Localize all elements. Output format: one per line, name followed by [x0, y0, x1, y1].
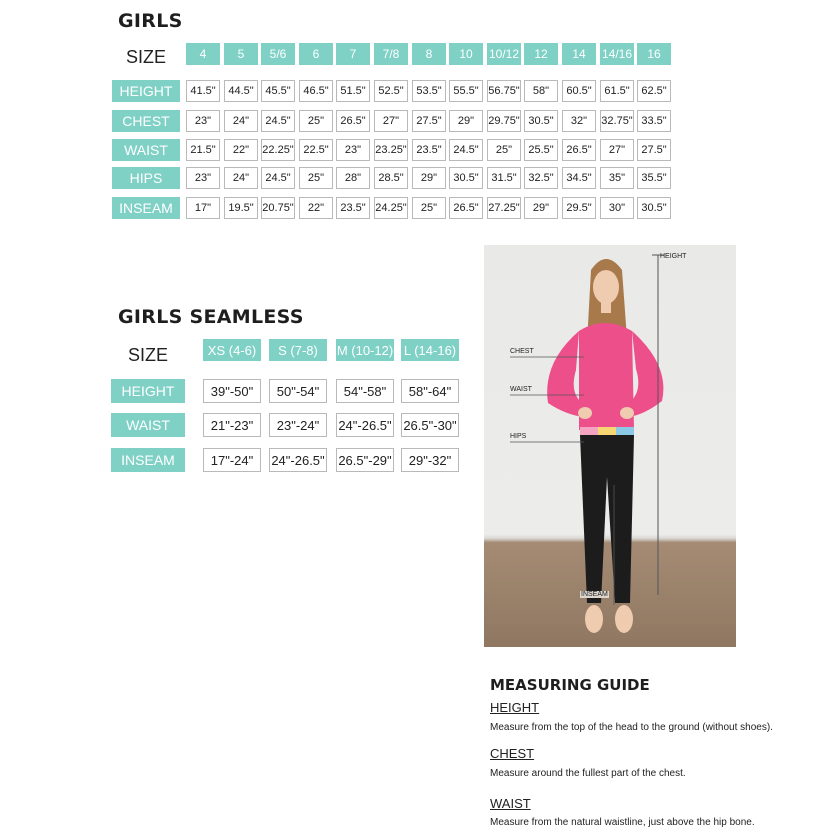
- table-cell: 44.5": [224, 80, 258, 102]
- guide-chest-heading: CHEST: [490, 746, 535, 761]
- row-label: WAIST: [111, 413, 185, 437]
- size-header: 10/12: [487, 43, 521, 65]
- table-cell: 25.5": [524, 139, 558, 161]
- table-cell: 52.5": [374, 80, 408, 102]
- measurement-photo: [484, 245, 736, 647]
- table-cell: 24"-26.5": [336, 413, 394, 437]
- table-cell: 17": [186, 197, 220, 219]
- photo-label-waist: WAIST: [510, 386, 532, 393]
- table-cell: 30.5": [524, 110, 558, 132]
- table-cell: 29": [449, 110, 483, 132]
- table-cell: 29": [524, 197, 558, 219]
- size-header: XS (4-6): [203, 339, 261, 361]
- table-cell: 22.25": [261, 139, 295, 161]
- table-cell: 24": [224, 110, 258, 132]
- guide-waist-text: Measure from the natural waistline, just above the hip bone.: [490, 817, 755, 828]
- size-header: 10: [449, 43, 483, 65]
- table-cell: 23.5": [336, 197, 370, 219]
- table-cell: 58"-64": [401, 379, 459, 403]
- row-label: CHEST: [112, 110, 180, 132]
- table-cell: 35": [600, 167, 634, 189]
- table-cell: 27": [374, 110, 408, 132]
- table-cell: 53.5": [412, 80, 446, 102]
- size-header: 5: [224, 43, 258, 65]
- table-cell: 23.5": [412, 139, 446, 161]
- size-header: 6: [299, 43, 333, 65]
- table-cell: 31.5": [487, 167, 521, 189]
- table-cell: 23": [186, 167, 220, 189]
- table-cell: 25": [299, 167, 333, 189]
- table-cell: 21.5": [186, 139, 220, 161]
- table-cell: 26.5": [336, 110, 370, 132]
- photo-label-height: HEIGHT: [660, 253, 687, 260]
- table-cell: 35.5": [637, 167, 671, 189]
- size-header: M (10-12): [336, 339, 394, 361]
- photo-label-hips: HIPS: [510, 433, 527, 440]
- row-label: INSEAM: [111, 448, 185, 472]
- table-cell: 34.5": [562, 167, 596, 189]
- table-cell: 30.5": [449, 167, 483, 189]
- photo-label-inseam: INSEAM: [581, 591, 608, 598]
- table-cell: 28.5": [374, 167, 408, 189]
- table-cell: 29.75": [487, 110, 521, 132]
- girl-illustration: [484, 245, 736, 647]
- guide-waist-heading: WAIST: [490, 796, 531, 811]
- size-header: 16: [637, 43, 671, 65]
- table-cell: 30": [600, 197, 634, 219]
- size-header: 7: [336, 43, 370, 65]
- row-label: HEIGHT: [111, 379, 185, 403]
- table-cell: 22.5": [299, 139, 333, 161]
- size-header: 4: [186, 43, 220, 65]
- table-cell: 56.75": [487, 80, 521, 102]
- table-cell: 61.5": [600, 80, 634, 102]
- seamless-size-label: SIZE: [127, 345, 168, 365]
- table-cell: 46.5": [299, 80, 333, 102]
- table-cell: 25": [487, 139, 521, 161]
- table-cell: 60.5": [562, 80, 596, 102]
- guide-height-heading: HEIGHT: [490, 700, 540, 715]
- table-cell: 21"-23": [203, 413, 261, 437]
- table-cell: 62.5": [637, 80, 671, 102]
- table-cell: 23"-24": [269, 413, 327, 437]
- size-header: S (7-8): [269, 339, 327, 361]
- girls-title: GIRLS: [118, 10, 183, 32]
- table-cell: 50"-54": [269, 379, 327, 403]
- table-cell: 41.5": [186, 80, 220, 102]
- guide-chest-text: Measure around the fullest part of the chest.: [490, 768, 686, 779]
- table-cell: 28": [336, 167, 370, 189]
- table-cell: 24"-26.5": [269, 448, 327, 472]
- size-header: 8: [412, 43, 446, 65]
- table-cell: 23": [186, 110, 220, 132]
- table-cell: 24.25": [374, 197, 408, 219]
- table-cell: 24.5": [261, 110, 295, 132]
- table-cell: 30.5": [637, 197, 671, 219]
- row-label: WAIST: [112, 139, 180, 161]
- table-cell: 22": [224, 139, 258, 161]
- photo-label-chest: CHEST: [510, 348, 534, 355]
- size-header: 7/8: [374, 43, 408, 65]
- table-cell: 26.5"-29": [336, 448, 394, 472]
- table-cell: 58": [524, 80, 558, 102]
- table-cell: 29": [412, 167, 446, 189]
- table-cell: 27": [600, 139, 634, 161]
- table-cell: 24.5": [449, 139, 483, 161]
- table-cell: 17"-24": [203, 448, 261, 472]
- table-cell: 29.5": [562, 197, 596, 219]
- table-cell: 20.75": [261, 197, 295, 219]
- table-cell: 39"-50": [203, 379, 261, 403]
- size-header: 14: [562, 43, 596, 65]
- table-cell: 32.5": [524, 167, 558, 189]
- table-cell: 45.5": [261, 80, 295, 102]
- table-cell: 27.5": [637, 139, 671, 161]
- table-cell: 54"-58": [336, 379, 394, 403]
- size-header: L (14-16): [401, 339, 459, 361]
- table-cell: 26.5": [562, 139, 596, 161]
- table-cell: 25": [299, 110, 333, 132]
- table-cell: 19.5": [224, 197, 258, 219]
- table-cell: 32": [562, 110, 596, 132]
- size-header: 5/6: [261, 43, 295, 65]
- table-cell: 29"-32": [401, 448, 459, 472]
- table-cell: 23": [336, 139, 370, 161]
- guide-height-text: Measure from the top of the head to the ground (without shoes).: [490, 722, 773, 733]
- table-cell: 55.5": [449, 80, 483, 102]
- seamless-title: GIRLS SEAMLESS: [118, 306, 304, 328]
- girls-size-label: SIZE: [125, 47, 166, 67]
- size-header: 12: [524, 43, 558, 65]
- table-cell: 23.25": [374, 139, 408, 161]
- table-cell: 25": [412, 197, 446, 219]
- table-cell: 27.25": [487, 197, 521, 219]
- measuring-guide-title: MEASURING GUIDE: [490, 676, 650, 694]
- row-label: HEIGHT: [112, 80, 180, 102]
- table-cell: 33.5": [637, 110, 671, 132]
- table-cell: 51.5": [336, 80, 370, 102]
- table-cell: 26.5"-30": [401, 413, 459, 437]
- table-cell: 22": [299, 197, 333, 219]
- table-cell: 24.5": [261, 167, 295, 189]
- size-header: 14/16: [600, 43, 634, 65]
- table-cell: 24": [224, 167, 258, 189]
- row-label: HIPS: [112, 167, 180, 189]
- table-cell: 32.75": [600, 110, 634, 132]
- table-cell: 26.5": [449, 197, 483, 219]
- table-cell: 27.5": [412, 110, 446, 132]
- row-label: INSEAM: [112, 197, 180, 219]
